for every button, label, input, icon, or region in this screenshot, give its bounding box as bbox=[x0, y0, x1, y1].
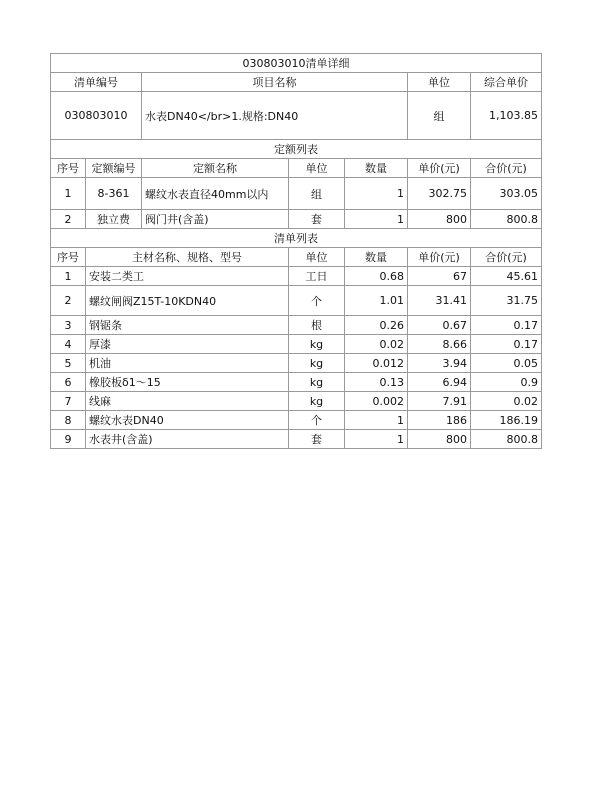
materials-header-price: 单价(元) bbox=[408, 248, 471, 267]
quota-header-price: 单价(元) bbox=[408, 159, 471, 178]
material-qty: 1 bbox=[345, 411, 408, 430]
material-price: 31.41 bbox=[408, 286, 471, 316]
material-no: 4 bbox=[51, 335, 86, 354]
material-qty: 0.13 bbox=[345, 373, 408, 392]
material-unit: kg bbox=[289, 335, 345, 354]
materials-header-name: 主材名称、规格、型号 bbox=[86, 248, 289, 267]
material-name: 线麻 bbox=[86, 392, 289, 411]
materials-header-unit: 单位 bbox=[289, 248, 345, 267]
material-total: 800.8 bbox=[471, 430, 542, 449]
material-name: 钢锯条 bbox=[86, 316, 289, 335]
material-qty: 0.26 bbox=[345, 316, 408, 335]
material-unit: 根 bbox=[289, 316, 345, 335]
quota-header-unit: 单位 bbox=[289, 159, 345, 178]
material-price: 0.67 bbox=[408, 316, 471, 335]
material-row bbox=[51, 316, 542, 335]
quota-header-name: 定额名称 bbox=[142, 159, 289, 178]
material-name: 厚漆 bbox=[86, 335, 289, 354]
material-name: 机油 bbox=[86, 354, 289, 373]
material-total: 0.05 bbox=[471, 354, 542, 373]
material-price: 6.94 bbox=[408, 373, 471, 392]
material-unit: 个 bbox=[289, 286, 345, 316]
material-no: 6 bbox=[51, 373, 86, 392]
material-unit: 工日 bbox=[289, 267, 345, 286]
quota-price: 302.75 bbox=[408, 178, 471, 210]
material-name: 螺纹闸阀Z15T-10KDN40 bbox=[86, 286, 289, 316]
material-row bbox=[51, 373, 542, 392]
material-row bbox=[51, 430, 542, 449]
summary-header-row bbox=[51, 73, 542, 92]
title-row bbox=[51, 54, 542, 73]
material-qty: 0.012 bbox=[345, 354, 408, 373]
summary-header-code: 清单编号 bbox=[51, 73, 142, 92]
materials-header-qty: 数量 bbox=[345, 248, 408, 267]
material-unit: kg bbox=[289, 392, 345, 411]
material-total: 0.9 bbox=[471, 373, 542, 392]
quota-unit: 套 bbox=[289, 210, 345, 229]
material-total: 45.61 bbox=[471, 267, 542, 286]
summary-header-unit: 单位 bbox=[408, 73, 471, 92]
material-total: 31.75 bbox=[471, 286, 542, 316]
material-price: 8.66 bbox=[408, 335, 471, 354]
quota-name: 阀门井(含盖) bbox=[142, 210, 289, 229]
material-price: 3.94 bbox=[408, 354, 471, 373]
materials-section-row bbox=[51, 229, 542, 248]
material-no: 3 bbox=[51, 316, 86, 335]
sheet-title: 030803010清单详细 bbox=[51, 54, 542, 73]
material-no: 1 bbox=[51, 267, 86, 286]
quota-header-row bbox=[51, 159, 542, 178]
material-row bbox=[51, 335, 542, 354]
summary-row bbox=[51, 92, 542, 140]
material-unit: 套 bbox=[289, 430, 345, 449]
quota-section-title: 定额列表 bbox=[51, 140, 542, 159]
material-unit: kg bbox=[289, 354, 345, 373]
material-unit: 个 bbox=[289, 411, 345, 430]
quota-total: 303.05 bbox=[471, 178, 542, 210]
material-qty: 0.002 bbox=[345, 392, 408, 411]
material-name: 水表井(含盖) bbox=[86, 430, 289, 449]
quota-row bbox=[51, 178, 542, 210]
quota-price: 800 bbox=[408, 210, 471, 229]
quota-section-row bbox=[51, 140, 542, 159]
material-row bbox=[51, 286, 542, 316]
material-no: 9 bbox=[51, 430, 86, 449]
quota-unit: 组 bbox=[289, 178, 345, 210]
material-unit: kg bbox=[289, 373, 345, 392]
material-qty: 1.01 bbox=[345, 286, 408, 316]
material-total: 0.17 bbox=[471, 335, 542, 354]
material-name: 螺纹水表DN40 bbox=[86, 411, 289, 430]
materials-header-no: 序号 bbox=[51, 248, 86, 267]
quota-code: 独立费 bbox=[86, 210, 142, 229]
summary-price: 1,103.85 bbox=[471, 92, 542, 140]
material-no: 2 bbox=[51, 286, 86, 316]
materials-header-total: 合价(元) bbox=[471, 248, 542, 267]
quota-code: 8-361 bbox=[86, 178, 142, 210]
material-price: 800 bbox=[408, 430, 471, 449]
material-no: 5 bbox=[51, 354, 86, 373]
quota-no: 2 bbox=[51, 210, 86, 229]
quota-header-no: 序号 bbox=[51, 159, 86, 178]
materials-header-row bbox=[51, 248, 542, 267]
material-total: 0.02 bbox=[471, 392, 542, 411]
summary-name: 水表DN40</br>1.规格:DN40 bbox=[142, 92, 408, 140]
materials-section-title: 清单列表 bbox=[51, 229, 542, 248]
quota-name: 螺纹水表直径40mm以内 bbox=[142, 178, 289, 210]
material-price: 7.91 bbox=[408, 392, 471, 411]
material-row bbox=[51, 354, 542, 373]
material-qty: 1 bbox=[345, 430, 408, 449]
quota-header-code: 定额编号 bbox=[86, 159, 142, 178]
material-no: 7 bbox=[51, 392, 86, 411]
summary-header-name: 项目名称 bbox=[142, 73, 408, 92]
material-row bbox=[51, 267, 542, 286]
material-name: 安装二类工 bbox=[86, 267, 289, 286]
material-name: 橡胶板δ1～15 bbox=[86, 373, 289, 392]
material-no: 8 bbox=[51, 411, 86, 430]
summary-header-price: 综合单价 bbox=[471, 73, 542, 92]
material-total: 0.17 bbox=[471, 316, 542, 335]
material-qty: 0.02 bbox=[345, 335, 408, 354]
material-price: 186 bbox=[408, 411, 471, 430]
material-total: 186.19 bbox=[471, 411, 542, 430]
summary-unit: 组 bbox=[408, 92, 471, 140]
material-row bbox=[51, 411, 542, 430]
quota-total: 800.8 bbox=[471, 210, 542, 229]
quota-header-total: 合价(元) bbox=[471, 159, 542, 178]
bill-detail-table bbox=[50, 53, 542, 449]
material-price: 67 bbox=[408, 267, 471, 286]
material-qty: 0.68 bbox=[345, 267, 408, 286]
quota-qty: 1 bbox=[345, 178, 408, 210]
quota-header-qty: 数量 bbox=[345, 159, 408, 178]
material-row bbox=[51, 392, 542, 411]
quota-qty: 1 bbox=[345, 210, 408, 229]
quota-no: 1 bbox=[51, 178, 86, 210]
quota-row bbox=[51, 210, 542, 229]
summary-code: 030803010 bbox=[51, 92, 142, 140]
